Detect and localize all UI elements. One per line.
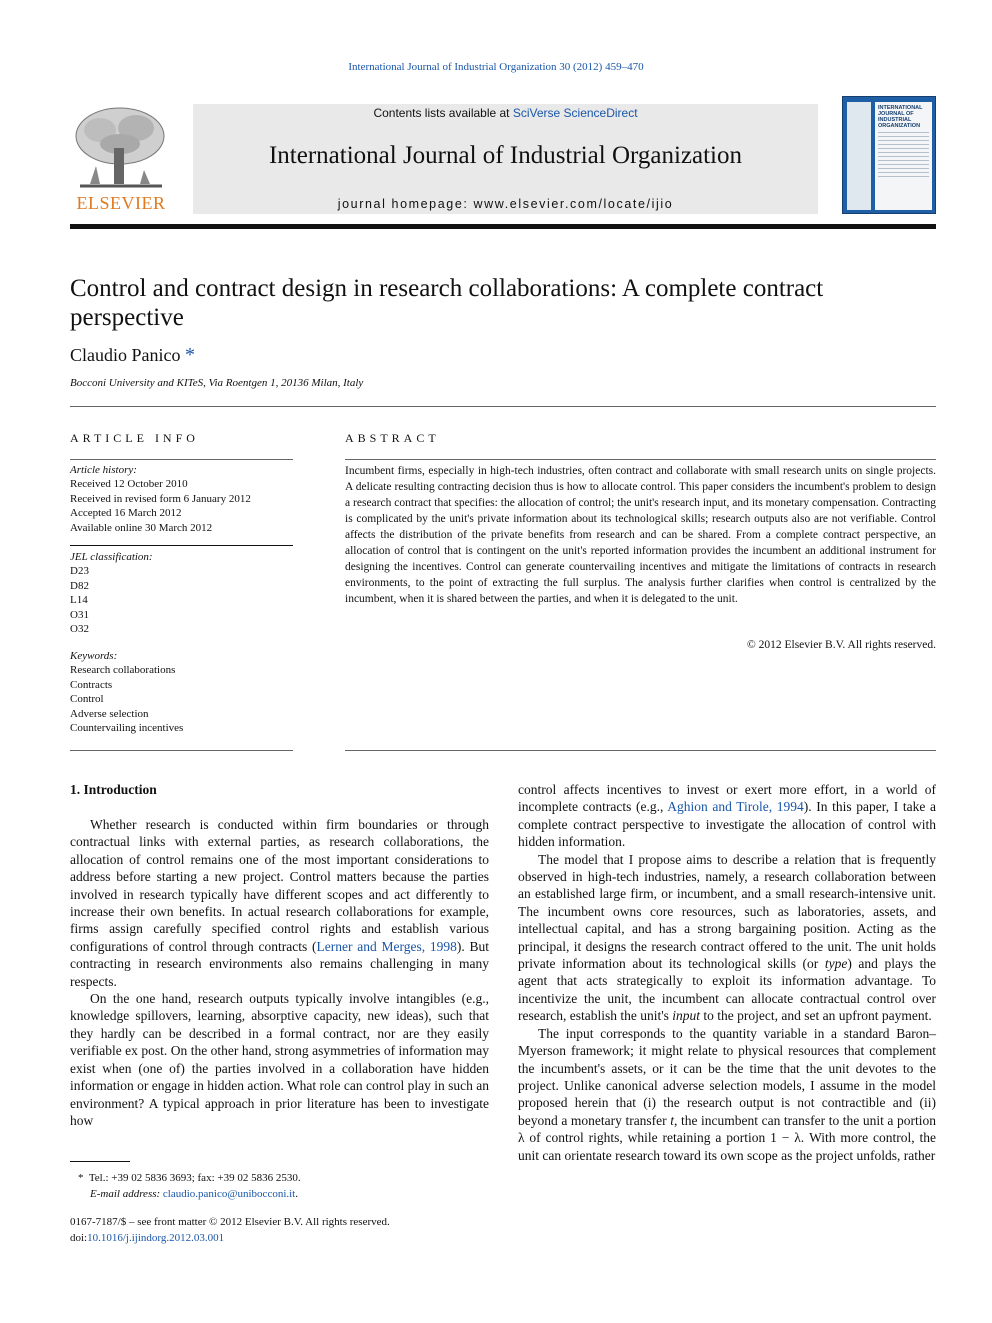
article-title: Control and contract design in research collaborations: A complete contract perspective bbox=[70, 275, 824, 331]
history-received: Received 12 October 2010 bbox=[70, 478, 188, 491]
cover-strip bbox=[847, 102, 871, 210]
contents-prefix: Contents lists available at bbox=[373, 106, 513, 120]
keyword: Control bbox=[70, 693, 104, 706]
author-footnote: * Tel.: +39 02 5836 3693; fax: +39 02 5836 2530. E-mail address: claudio.panico@unibocconi.it. bbox=[78, 1172, 301, 1200]
journal-title: International Journal of Industrial Organization bbox=[268, 142, 742, 169]
jel-code: O31 bbox=[70, 608, 89, 621]
elsevier-logo bbox=[70, 104, 172, 214]
abstract-bottom-rule bbox=[345, 750, 936, 751]
jel-code: L14 bbox=[70, 594, 88, 607]
jel-code: D23 bbox=[70, 565, 89, 578]
article-info-heading: ARTICLE INFO bbox=[70, 431, 199, 445]
footnote-rule bbox=[70, 1161, 130, 1162]
citation-link-lerner[interactable]: Lerner and Merges, 1998 bbox=[316, 938, 457, 954]
jel-code: D82 bbox=[70, 579, 89, 592]
intro-paragraph-3: The model that I propose aims to describe a relation that is frequently observed in high-tech industries, namely, a research collaboration between an established large firm, or incumbent, and a small research-intensive unit. The incumbent owns core resources, such as laboratories, assets, and intellectual capital, and has a strong bargaining position. Acting as the principal, it designs the research contract offered to the unit. The unit holds private information about its technological skills (or type) and plays the agent that acts strategically to exploit its information advantage. To incentivize the unit, the incumbent can allocate contractual control over research, establish the unit's input to the project, and set an upfront payment. bbox=[518, 851, 936, 1024]
author-footnote-mark[interactable]: * bbox=[185, 344, 195, 366]
abstract-heading: ABSTRACT bbox=[345, 431, 440, 445]
author-name: Claudio Panico bbox=[70, 345, 181, 365]
doi-link[interactable]: 10.1016/j.ijindorg.2012.03.001 bbox=[87, 1232, 225, 1244]
cover-title: INTERNATIONAL JOURNAL OF INDUSTRIAL ORGANIZATION bbox=[878, 105, 923, 129]
keywords-label: Keywords: bbox=[70, 650, 118, 662]
affiliation: Bocconi University and KITeS, Via Roentgen 1, 20136 Milan, Italy bbox=[70, 377, 364, 389]
email-label: E-mail address: bbox=[90, 1188, 161, 1200]
jel-label: JEL classification: bbox=[70, 551, 153, 563]
jel-code: O32 bbox=[70, 623, 89, 636]
keyword: Adverse selection bbox=[70, 707, 149, 720]
abstract-text: Incumbent firms, especially in high-tech industries, often contract and collaborate with small research units on single projects. A delicate resulting contracting decision thus is how to allocate control. This paper considers the incumbent's problem to design a research contract that specifies: the allocation of control; the unit's research input, and its monetary compensation. Contracting is complicated by the unit's private information about its technological skills; research outputs also are not verifiable. Control affects the distribution of the private benefits from research and can be shared. From a complete contract perspective, an allocation of control that is contingent on the unit's reported information provides the incumbent an additional instrument for designing the incentives. Control can generate countervailing incentives and mitigate the limitations of contracts in research environments, to the point of extracting the full surplus. The analysis further clarifies when control is centralized by the incumbent, when it is shared between the parties, and when it is delegated to the unit. bbox=[345, 465, 936, 605]
contents-line bbox=[193, 106, 818, 120]
abstract-rule bbox=[345, 459, 936, 460]
article-history bbox=[70, 463, 293, 535]
doi-label: doi: bbox=[70, 1232, 88, 1244]
author-email-link[interactable]: claudio.panico@unibocconi.it bbox=[162, 1188, 296, 1200]
sciencedirect-link[interactable]: SciVerse ScienceDirect bbox=[512, 106, 638, 120]
intro-paragraph-2: On the one hand, research outputs typically involve intangibles (e.g., knowledge spillovers, learning, absorptive capacity, new ideas), such that they hardly can be described in a formal contract, nor are they easily verifiable ex post. On the other hand, strong asymmetries of information may exist when (one of) the parties involved in a collaboration have hidden information or engage in hidden action. What role can control play in such an environment? A typical approach in prior literature has been to investigate how bbox=[70, 991, 489, 1128]
history-label: Article history: bbox=[70, 464, 137, 476]
section-heading-introduction: 1. Introduction bbox=[70, 782, 157, 797]
intro-paragraph-continued: control affects incentives to invest or exert more effort, in a world of incomplete contracts (e.g., Aghion and Tirole, 1994). In this paper, I take a complete contract perspective to investigate the allocation of control with hidden information. bbox=[518, 782, 936, 850]
right-column bbox=[518, 781, 936, 1164]
citation-link-aghion[interactable]: Aghion and Tirole, 1994 bbox=[667, 799, 804, 815]
tree-icon bbox=[70, 104, 172, 190]
article-info-bottom-rule bbox=[70, 750, 293, 751]
journal-homepage[interactable]: journal homepage: www.elsevier.com/locate/ijio bbox=[337, 197, 674, 211]
jel-classification bbox=[70, 550, 293, 636]
intro-paragraph-1: Whether research is conducted within firm boundaries or through contractual links with external parties, as research collaborations, the allocation of control remains one of the most important considerations to address before starting a new project. Control matters because the parties involved in research typically have different scopes and act differently to increase their own benefits. In actual research collaborations for example, firms assign carefully specified control rights and establish various configurations of control through contracts (Lerner and Merges, 1998). But contracting in research environments also remains challenging in many respects. bbox=[70, 817, 489, 989]
footnote-tel: Tel.: +39 02 5836 3693; fax: +39 02 5836 2530. bbox=[88, 1172, 301, 1184]
history-accepted: Accepted 16 March 2012 bbox=[70, 507, 182, 520]
keywords bbox=[70, 649, 293, 735]
history-rule bbox=[70, 545, 293, 546]
history-online: Available online 30 March 2012 bbox=[70, 521, 213, 534]
keyword: Contracts bbox=[70, 678, 113, 691]
article-info-rule bbox=[70, 459, 293, 460]
page-footer bbox=[70, 1214, 570, 1246]
author-line bbox=[70, 344, 195, 367]
journal-cover-thumbnail[interactable] bbox=[842, 96, 936, 214]
footnote-mark: * bbox=[78, 1172, 84, 1184]
left-column bbox=[70, 816, 489, 1129]
journal-masthead bbox=[193, 104, 818, 214]
keyword: Research collaborations bbox=[70, 664, 176, 677]
keyword: Countervailing incentives bbox=[70, 722, 184, 735]
elsevier-wordmark: ELSEVIER bbox=[76, 193, 166, 213]
history-revised: Received in revised form 6 January 2012 bbox=[70, 492, 251, 505]
title-rule bbox=[70, 406, 936, 407]
intro-paragraph-4: The input corresponds to the quantity variable in a standard Baron–Myerson framework; it might relate to physical resources that complement the incumbent's assets, or it can be the time that the unit devotes to the project. Unlike canonical adverse selection models, I assume in the model proposed herein that (i) the research output is not contractible and (ii) beyond a monetary transfer t, the incumbent can transfer to the unit a portion λ of control rights, while retaining a portion 1 − λ. With more control, the unit can orientate research toward its own scope as the project unfolds, rather bbox=[518, 1025, 936, 1163]
cover-panel bbox=[875, 102, 932, 210]
journal-citation[interactable]: International Journal of Industrial Organization 30 (2012) 459–470 bbox=[348, 61, 644, 73]
header-rule bbox=[70, 224, 936, 229]
abstract-copyright: © 2012 Elsevier B.V. All rights reserved. bbox=[747, 639, 936, 651]
issn-line: 0167-7187/$ – see front matter © 2012 Elsevier B.V. All rights reserved. bbox=[70, 1216, 390, 1228]
